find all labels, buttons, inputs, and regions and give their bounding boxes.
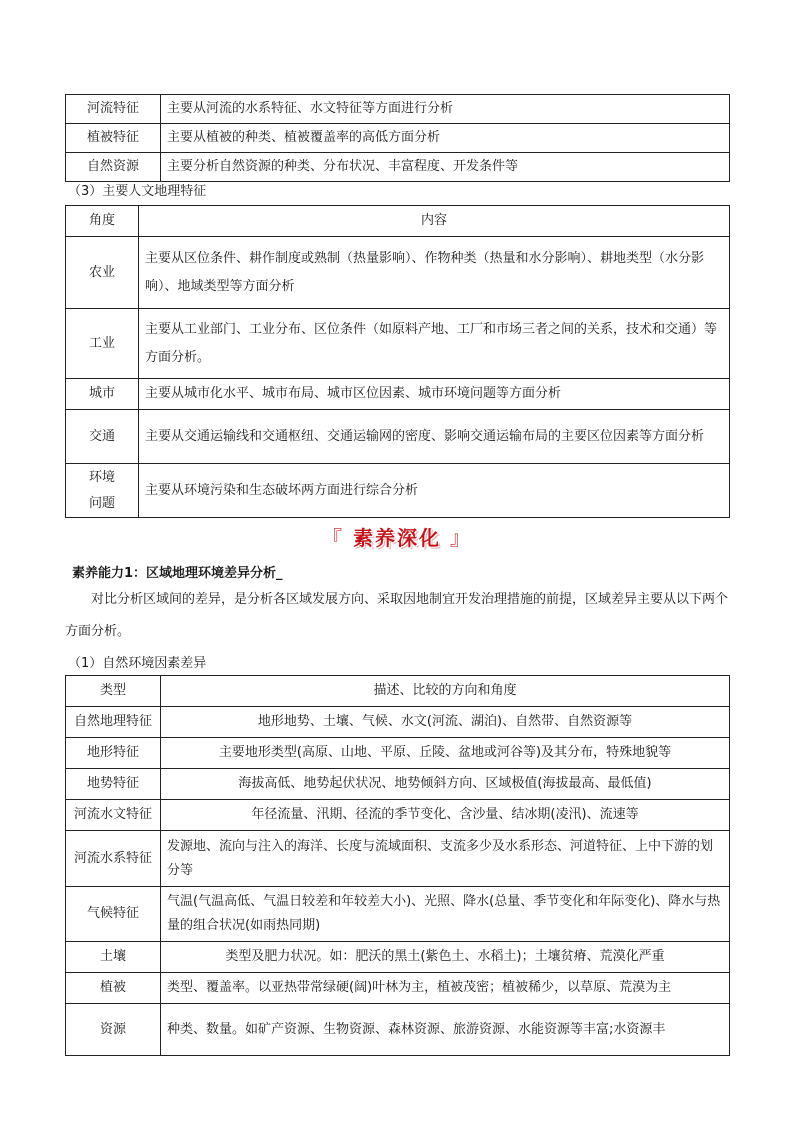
type-cell: 土壤 bbox=[66, 942, 161, 973]
desc-cell: 海拔高低、地势起伏状况、地势倾斜方向、区域极值(海拔最高、最低值) bbox=[161, 769, 730, 800]
aspect-cell: 自然资源 bbox=[66, 153, 161, 182]
table-row bbox=[66, 153, 730, 182]
banner-bracket-close: 』 bbox=[449, 526, 472, 550]
content-cell: 主要分析自然资源的种类、分布状况、丰富程度、开发条件等 bbox=[161, 153, 730, 182]
table-row bbox=[66, 464, 730, 518]
desc-cell: 主要地形类型(高原、山地、平原、丘陵、盆地或河谷等)及其分布，特殊地貌等 bbox=[161, 738, 730, 769]
column-header: 角度 bbox=[66, 206, 139, 237]
table-row bbox=[66, 942, 730, 973]
desc-cell: 类型、覆盖率。以亚热带常绿硬(阔)叶林为主，植被茂密；植被稀少，以草原、荒漠为主 bbox=[161, 973, 730, 1004]
table-row bbox=[66, 707, 730, 738]
natural-differences-table bbox=[65, 675, 730, 1056]
aspect-cell: 工业 bbox=[66, 309, 139, 379]
section-title-natural-differences: （1）自然环境因素差异 bbox=[68, 656, 207, 671]
banner-title: 素养深化 bbox=[353, 526, 441, 550]
column-header: 类型 bbox=[66, 676, 161, 707]
table-row bbox=[66, 95, 730, 124]
content-cell: 主要从河流的水系特征、水文特征等方面进行分析 bbox=[161, 95, 730, 124]
content-cell: 主要从交通运输线和交通枢纽、交通运输网的密度、影响交通运输布局的主要区位因素等方面分析 bbox=[139, 410, 730, 464]
type-cell: 河流水系特征 bbox=[66, 831, 161, 887]
type-cell: 地形特征 bbox=[66, 738, 161, 769]
ability-heading: 素养能力1：区域地理环境差异分析_ bbox=[72, 566, 283, 581]
aspect-cell: 农业 bbox=[66, 237, 139, 309]
desc-cell: 地形地势、土壤、气候、水文(河流、湖泊)、自然带、自然资源等 bbox=[161, 707, 730, 738]
banner-bracket-open: 『 bbox=[322, 526, 345, 550]
natural-features-table bbox=[65, 94, 730, 182]
table-row bbox=[66, 769, 730, 800]
table-row bbox=[66, 973, 730, 1004]
section-banner bbox=[0, 522, 794, 551]
table-header-row bbox=[66, 676, 730, 707]
aspect-cell: 交通 bbox=[66, 410, 139, 464]
type-cell: 气候特征 bbox=[66, 887, 161, 942]
table-row bbox=[66, 410, 730, 464]
table-row bbox=[66, 237, 730, 309]
table-row bbox=[66, 379, 730, 410]
human-features-table bbox=[65, 205, 730, 518]
table-row bbox=[66, 738, 730, 769]
content-cell: 主要从城市化水平、城市布局、城市区位因素、城市环境问题等方面分析 bbox=[139, 379, 730, 410]
table-row bbox=[66, 887, 730, 942]
table-row bbox=[66, 1004, 730, 1056]
desc-cell: 气温(气温高低、气温日较差和年较差大小)、光照、降水(总量、季节变化和年际变化)、降水与热量的组合状况(如雨热同期) bbox=[161, 887, 730, 942]
type-cell: 植被 bbox=[66, 973, 161, 1004]
type-cell: 地势特征 bbox=[66, 769, 161, 800]
type-cell: 资源 bbox=[66, 1004, 161, 1056]
content-cell: 主要从区位条件、耕作制度或熟制（热量影响）、作物种类（热量和水分影响）、耕地类型（水分影响）、地域类型等方面分析 bbox=[139, 237, 730, 309]
table-row bbox=[66, 124, 730, 153]
table-header-row bbox=[66, 206, 730, 237]
table-row bbox=[66, 831, 730, 887]
desc-cell: 发源地、流向与注入的海洋、长度与流域面积、支流多少及水系形态、河道特征、上中下游的划分等 bbox=[161, 831, 730, 887]
type-cell: 河流水文特征 bbox=[66, 800, 161, 831]
aspect-cell: 城市 bbox=[66, 379, 139, 410]
content-cell: 主要从环境污染和生态破坏两方面进行综合分析 bbox=[139, 464, 730, 518]
desc-cell: 类型及肥力状况。如：肥沃的黑土(紫色土、水稻土)；土壤贫瘠、荒漠化严重 bbox=[161, 942, 730, 973]
aspect-cell: 环境问题 bbox=[66, 464, 139, 518]
content-cell: 主要从植被的种类、植被覆盖率的高低方面分析 bbox=[161, 124, 730, 153]
content-cell: 主要从工业部门、工业分布、区位条件（如原料产地、工厂和市场三者之间的关系，技术和交通）等方面分析。 bbox=[139, 309, 730, 379]
aspect-cell: 河流特征 bbox=[66, 95, 161, 124]
table-row bbox=[66, 309, 730, 379]
table-row bbox=[66, 800, 730, 831]
desc-cell: 年径流量、汛期、径流的季节变化、含沙量、结冰期(凌汛)、流速等 bbox=[161, 800, 730, 831]
aspect-cell: 植被特征 bbox=[66, 124, 161, 153]
desc-cell: 种类、数量。如矿产资源、生物资源、森林资源、旅游资源、水能资源等丰富;水资源丰 bbox=[161, 1004, 730, 1056]
section-title-human-features: （3）主要人文地理特征 bbox=[68, 184, 207, 199]
intro-paragraph: 对比分析区域间的差异，是分析各区域发展方向、采取因地制宜开发治理措施的前提，区域差异主要从以下两个方面分析。 bbox=[65, 592, 729, 639]
column-header: 内容 bbox=[139, 206, 730, 237]
column-header: 描述、比较的方向和角度 bbox=[161, 676, 730, 707]
type-cell: 自然地理特征 bbox=[66, 707, 161, 738]
